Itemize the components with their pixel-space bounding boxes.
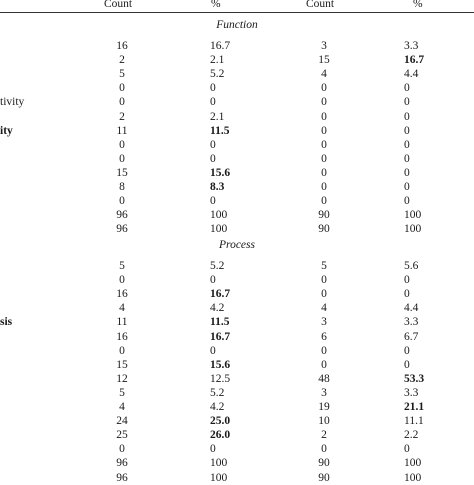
percent-cell-2: 11.1 [404,415,424,428]
count-cell-2: 48 [318,372,330,385]
percent-cell-2: 0 [404,195,410,208]
count-cell-2: 5 [321,260,327,272]
percent-cell-1: 11.5 [210,316,230,329]
percent-cell-2: 21.1 [404,401,425,413]
count-cell-1: 11 [116,316,128,329]
percent-cell-2: 0 [404,443,410,456]
percent-cell-2: 100 [404,223,422,236]
count-cell-2: 0 [321,344,327,357]
count-cell-1: 0 [119,274,125,287]
table-row [0,124,474,138]
table-row [0,95,474,109]
percent-cell-1: 8.3 [210,181,225,193]
percent-cell-1: 0 [210,138,216,151]
percent-cell-2: 16.7 [404,54,425,67]
table-row [0,39,474,53]
percent-cell-2: 0 [404,110,410,123]
table-row [0,152,474,166]
count-cell-1: 16 [116,330,128,343]
table-row [0,110,474,124]
percent-cell-2: 0 [404,82,410,95]
percent-cell-2: 3.3 [404,40,419,52]
percent-cell-2: 6.7 [404,330,419,343]
percent-cell-1: 0 [210,344,216,357]
table-row [0,180,474,194]
percent-cell-1: 100 [210,457,228,470]
table-row [0,344,474,358]
table-header-row [0,0,474,11]
table-row [0,330,474,344]
count-cell-1: 15 [116,358,128,371]
count-cell-2: 2 [321,429,327,442]
percent-cell-2: 100 [404,209,422,222]
percent-cell-2: 100 [404,471,422,484]
percent-cell-1: 12.5 [210,372,231,385]
table-row [0,138,474,152]
count-cell-2: 90 [318,457,330,470]
count-cell-1: 0 [119,443,125,456]
table-row [0,471,474,485]
count-cell-2: 0 [321,195,327,208]
percent-cell-2: 0 [404,344,410,357]
table-row [0,456,474,470]
count-cell-2: 0 [321,96,327,109]
count-cell-1: 4 [119,401,125,413]
percent-cell-1: 100 [210,209,228,222]
table-row [0,428,474,442]
count-cell-1: 4 [119,302,125,315]
count-cell-1: 5 [119,386,125,399]
table-row [0,273,474,287]
count-cell-1: 0 [119,152,125,165]
count-cell-1: 96 [116,457,128,470]
percent-cell-2: 0 [404,96,410,109]
percent-cell-1: 16.7 [210,40,231,52]
percent-cell-1: 2.1 [210,54,225,67]
table-row [0,81,474,95]
percent-cell-1: 0 [210,195,216,208]
percent-cell-1: 100 [210,471,228,484]
percent-cell-1: 4.2 [210,401,225,413]
count-cell-1: 16 [116,288,128,301]
table-row [0,194,474,208]
table-row [0,442,474,456]
table-row [0,386,474,400]
count-cell-2: 0 [321,358,327,371]
table-row [0,53,474,67]
count-cell-2: 0 [321,274,327,287]
count-cell-2: 0 [321,138,327,151]
count-cell-2: 0 [321,82,327,95]
percent-cell-2: 0 [404,288,410,301]
header-percent-1: % [211,0,221,10]
count-cell-2: 15 [318,54,330,67]
count-cell-1: 8 [119,181,125,193]
percent-cell-1: 5.2 [210,386,225,399]
table-row [0,259,474,273]
count-cell-1: 5 [119,68,125,81]
count-cell-1: 24 [116,415,128,428]
count-cell-1: 16 [116,40,128,52]
percent-cell-1: 0 [210,82,216,95]
percent-cell-2: 5.6 [404,260,419,272]
table-row [0,358,474,372]
percent-cell-2: 53.3 [404,372,425,385]
count-cell-2: 90 [318,209,330,222]
section-title: Function [216,19,258,31]
count-cell-2: 3 [321,386,327,399]
count-cell-2: 3 [321,40,327,52]
count-cell-1: 12 [116,372,128,385]
table-row [0,400,474,414]
count-cell-1: 5 [119,260,125,272]
count-cell-1: 0 [119,344,125,357]
percent-cell-2: 2.2 [404,429,419,442]
percent-cell-2: 0 [404,124,410,137]
percent-cell-2: 3.3 [404,386,419,399]
count-cell-1: 25 [116,429,128,442]
section-title: Process [219,239,255,251]
table-row [0,166,474,180]
table-row [0,414,474,428]
count-cell-1: 2 [119,110,125,123]
row-label: sis [0,316,13,329]
count-cell-2: 19 [318,401,330,413]
header-count-2: Count [306,0,335,10]
percent-cell-1: 16.7 [210,288,231,301]
percent-cell-2: 4.4 [404,302,419,315]
count-cell-2: 0 [321,152,327,165]
percent-cell-1: 25.0 [210,415,231,428]
percent-cell-1: 0 [210,443,216,456]
percent-cell-1: 2.1 [210,110,225,123]
count-cell-1: 96 [116,471,128,484]
table-row [0,287,474,301]
count-cell-2: 90 [318,223,330,236]
percent-cell-1: 5.2 [210,260,225,272]
percent-cell-2: 4.4 [404,68,419,81]
count-cell-1: 0 [119,195,125,208]
count-cell-1: 0 [119,96,125,109]
count-cell-2: 0 [321,443,327,456]
count-cell-1: 0 [119,82,125,95]
percent-cell-1: 0 [210,96,216,109]
percent-cell-2: 100 [404,457,422,470]
count-cell-2: 3 [321,316,327,329]
table-row [0,208,474,222]
count-cell-2: 90 [318,471,330,484]
header-rule [0,12,474,13]
percent-cell-1: 0 [210,274,216,287]
percent-cell-2: 0 [404,358,410,371]
count-cell-1: 96 [116,209,128,222]
percent-cell-1: 26.0 [210,429,231,442]
percent-cell-2: 0 [404,152,410,165]
count-cell-2: 4 [321,302,327,315]
count-cell-1: 2 [119,54,125,67]
row-label: ity [0,124,13,137]
count-cell-1: 15 [116,166,128,179]
table-row [0,301,474,315]
percent-cell-1: 100 [210,223,228,236]
count-cell-2: 6 [321,330,327,343]
percent-cell-1: 5.2 [210,68,225,81]
percent-cell-1: 16.7 [210,330,231,343]
percent-cell-2: 0 [404,181,410,193]
count-cell-2: 4 [321,68,327,81]
row-label: tivity [0,96,25,109]
table-row [0,67,474,81]
table-row [0,222,474,236]
count-cell-1: 0 [119,138,125,151]
percent-cell-2: 0 [404,274,410,287]
percent-cell-1: 15.6 [210,358,231,371]
count-cell-2: 10 [318,415,330,428]
header-percent-2: % [413,0,423,10]
count-cell-1: 11 [116,124,128,137]
table-row [0,372,474,386]
percent-cell-2: 0 [404,138,410,151]
percent-cell-1: 15.6 [210,166,231,179]
count-cell-2: 0 [321,288,327,301]
count-cell-2: 0 [321,166,327,179]
percent-cell-2: 3.3 [404,316,419,329]
count-cell-2: 0 [321,181,327,193]
count-cell-2: 0 [321,124,327,137]
percent-cell-1: 4.2 [210,302,225,315]
percent-cell-1: 0 [210,152,216,165]
percent-cell-1: 11.5 [210,124,230,137]
count-cell-1: 96 [116,223,128,236]
count-cell-2: 0 [321,110,327,123]
table-row [0,315,474,329]
header-count-1: Count [104,0,133,10]
percent-cell-2: 0 [404,166,410,179]
